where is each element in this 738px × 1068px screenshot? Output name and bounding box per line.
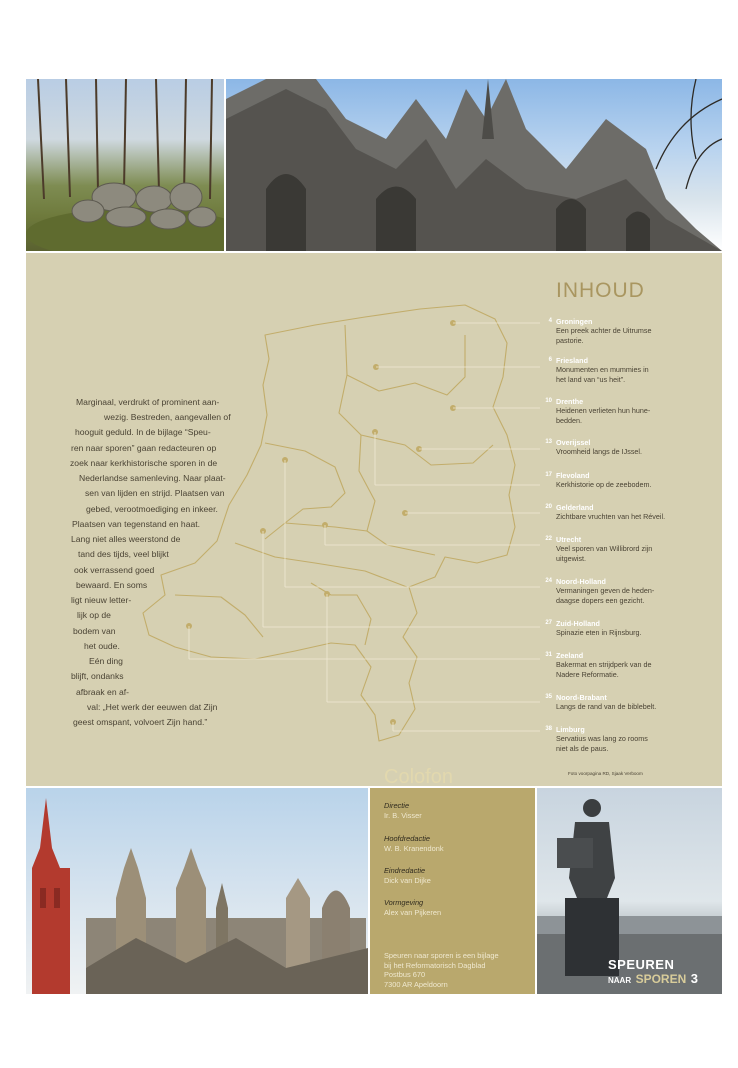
- intro-line: lijk op de: [77, 610, 111, 620]
- page-number: 3: [690, 971, 699, 986]
- toc-desc-line: het land van “us heit”.: [556, 375, 626, 384]
- intro-line: gebed, verootmoediging en inkeer.: [86, 504, 218, 514]
- logo-naar: NAAR: [608, 976, 632, 985]
- toc-title: INHOUD: [556, 279, 645, 302]
- intro-line: tand des tijds, veel blijkt: [78, 549, 169, 559]
- toc-item-gelderland[interactable]: [545, 503, 716, 522]
- colofon-value: Dick van Dijke: [384, 876, 431, 885]
- colofon-entry: [384, 866, 431, 886]
- toc-province: Noord-Brabant: [556, 693, 607, 702]
- toc-item-groningen[interactable]: [548, 317, 716, 346]
- toc-item-overijssel[interactable]: [545, 438, 716, 457]
- intro-line: sen van lijden en strijd. Plaatsen van: [85, 488, 225, 498]
- toc-desc-line: bedden.: [556, 416, 582, 425]
- toc-item-noord-brabant[interactable]: [545, 693, 716, 712]
- toc-province: Flevoland: [556, 471, 590, 480]
- colofon-footer-line: Postbus 670: [384, 970, 426, 979]
- colofon-footer-line: bij het Reformatorisch Dagblad: [384, 960, 486, 970]
- toc-page-number: 4: [548, 318, 552, 324]
- intro-line: blijft, ondanks: [71, 671, 124, 681]
- toc-province: Friesland: [556, 356, 588, 365]
- colofon-label: Eindredactie: [384, 866, 426, 875]
- toc-desc-line: Spinazie eten in Rijnsburg.: [556, 628, 642, 637]
- speuren-naar-sporen-logo: [608, 957, 698, 988]
- colofon-value: Alex van Pijkeren: [384, 908, 442, 917]
- intro-line: hooguit geduld. In de bijlage “Speu-: [75, 427, 211, 437]
- toc-item-zeeland[interactable]: [545, 651, 716, 680]
- toc-page-number: 13: [545, 439, 552, 445]
- toc-item-flevoland[interactable]: [545, 471, 716, 490]
- toc-desc-line: Een preek achter de Uitrumse: [556, 326, 652, 335]
- toc-province: Utrecht: [556, 535, 582, 544]
- intro-line: ren naar sporen” gaan redacteuren op: [71, 443, 217, 453]
- toc-item-noord-holland[interactable]: [545, 577, 716, 606]
- logo-sporen: SPOREN: [635, 972, 687, 986]
- colofon-footer: [384, 951, 499, 989]
- colofon-label: Vormgeving: [384, 898, 424, 907]
- toc-page-number: 35: [545, 694, 552, 700]
- toc-desc-line: Heidenen verlieten hun hune-: [556, 406, 651, 415]
- toc-desc-line: uitgewist.: [556, 554, 586, 563]
- toc-desc-line: Monumenten en mummies in: [556, 365, 649, 374]
- intro-line: ligt nieuw letter-: [71, 595, 132, 605]
- toc-province: Overijssel: [556, 438, 591, 447]
- toc-desc-line: Veel sporen van Willibrord zijn: [556, 544, 653, 553]
- maastricht-skyline-photo: [26, 788, 368, 994]
- toc-desc-line: pastorie.: [556, 336, 584, 345]
- toc-province: Gelderland: [556, 503, 594, 512]
- intro-line: Plaatsen van tegenstand en haat.: [72, 519, 201, 529]
- cathedral-photo: [226, 79, 722, 251]
- toc-page-number: 31: [545, 652, 552, 658]
- toc-item-utrecht[interactable]: [545, 535, 716, 564]
- intro-line: zoek naar kerkhistorische sporen in de: [70, 458, 218, 468]
- toc-desc-line: daagse dopers een gezicht.: [556, 596, 645, 605]
- toc-desc-line: Bakermat en strijdperk van de: [556, 660, 652, 669]
- toc-page-number: 17: [545, 472, 552, 478]
- intro-line: het oude.: [84, 641, 120, 651]
- toc-province: Noord-Holland: [556, 577, 606, 586]
- toc-page-number: 24: [545, 578, 552, 584]
- toc-desc-line: Servatius was lang zo rooms: [556, 734, 648, 743]
- intro-line: Nederlandse samenleving. Naar plaat-: [79, 473, 226, 483]
- colofon-footer-line: Speuren naar sporen is een bijlage: [384, 951, 499, 960]
- toc-desc-line: Vermaningen geven de heden-: [556, 586, 655, 595]
- toc-desc-line: Nadere Reformatie.: [556, 670, 619, 679]
- intro-line: wezig. Bestreden, aangevallen of: [104, 412, 231, 422]
- toc-desc-line: Kerkhistorie op de zeebodem.: [556, 480, 652, 489]
- toc-province: Zuid-Holland: [556, 619, 600, 628]
- toc-item-drenthe[interactable]: [545, 397, 716, 426]
- colofon-footer-line: 7300 AR Apeldoorn: [384, 979, 448, 989]
- toc-page-number: 10: [545, 398, 552, 404]
- intro-line: bewaard. En soms: [76, 580, 148, 590]
- dolmen-photo: [26, 79, 224, 251]
- colofon-value: W. B. Kranendonk: [384, 844, 444, 853]
- colofon-label: Directie: [384, 801, 410, 810]
- toc-desc-line: Zichtbare vruchten van het Réveil.: [556, 512, 666, 521]
- toc-page-number: 27: [545, 620, 552, 626]
- toc-province: Limburg: [556, 725, 585, 734]
- colofon-entry: [384, 834, 444, 854]
- toc-province: Groningen: [556, 317, 593, 326]
- colofon-value: Ir. B. Visser: [384, 811, 422, 820]
- toc-desc-line: niet als de paus.: [556, 744, 609, 753]
- intro-line: Eén ding: [89, 656, 123, 666]
- intro-line: geest omspant, volvoert Zijn hand.”: [73, 717, 208, 727]
- toc-page-number: 6: [548, 357, 552, 363]
- toc-desc-line: Langs de rand van de biblebelt.: [556, 702, 657, 711]
- intro-line: val: „Het werk der eeuwen dat Zijn: [87, 702, 218, 712]
- intro-line: Marginaal, verdrukt of prominent aan-: [76, 397, 220, 407]
- toc-page-number: 22: [545, 536, 552, 542]
- toc-province: Drenthe: [556, 397, 584, 406]
- toc-item-limburg[interactable]: [545, 725, 716, 754]
- toc-item-zuid-holland[interactable]: [545, 619, 716, 638]
- colofon-title: Colofon: [384, 766, 453, 788]
- colofon-entry: [384, 898, 441, 918]
- toc-page-number: 38: [545, 726, 552, 732]
- colofon-entry: [384, 801, 422, 821]
- toc-desc-line: Vroomheid langs de IJssel.: [556, 447, 643, 456]
- intro-line: ook verrassend goed: [74, 565, 155, 575]
- intro-line: Lang niet alles weerstond de: [71, 534, 181, 544]
- toc-item-friesland[interactable]: [548, 356, 716, 385]
- colofon-label: Hoofdredactie: [384, 834, 431, 843]
- logo-speuren: SPEUREN: [608, 957, 675, 972]
- toc-province: Zeeland: [556, 651, 584, 660]
- intro-line: afbraak en af-: [76, 687, 130, 697]
- photo-credit: Foto voorpagina RD, Sjaak Verboom: [568, 771, 643, 776]
- intro-line: bodem van: [73, 626, 116, 636]
- toc-page-number: 20: [545, 504, 552, 510]
